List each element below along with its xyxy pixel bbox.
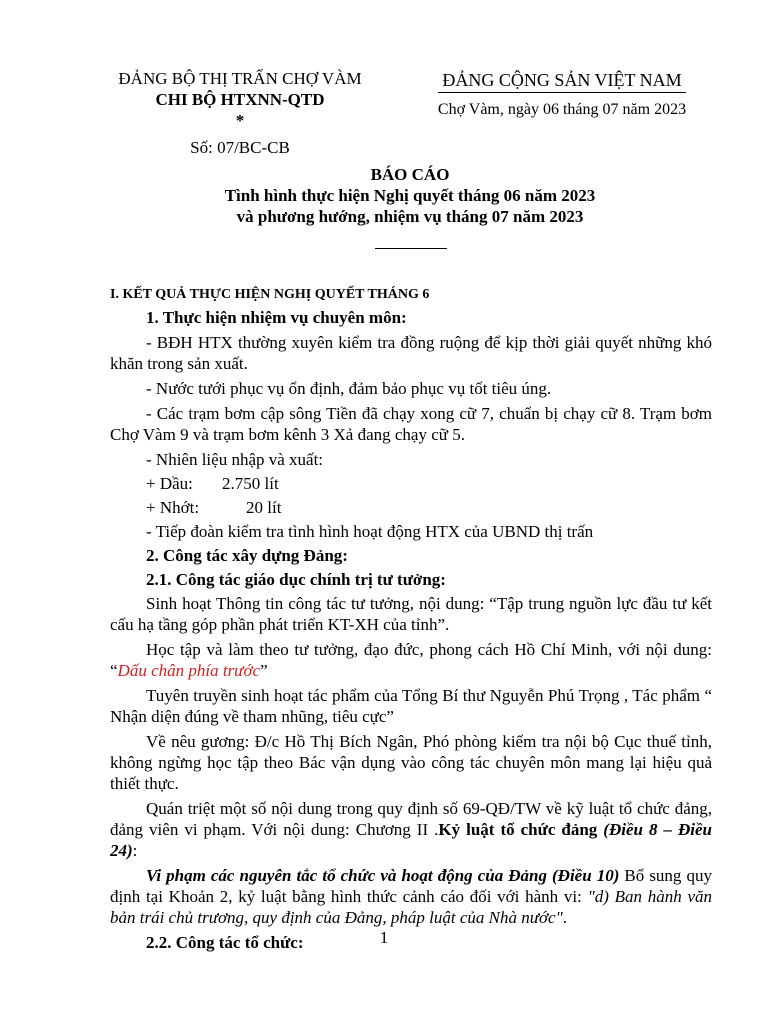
p10-bold: Kỷ luật tổ chức đảng	[438, 820, 604, 839]
paragraph-9: Về nêu gương: Đ/c Hồ Thị Bích Ngân, Phó phòng kiểm tra nội bộ Cục thuế tỉnh, không ngừng học tập theo Bác vận dụng vào công tác chuyên môn mang lại hiệu quả thiết thực.	[110, 732, 712, 793]
paragraph-4: - Nhiên liệu nhập và xuất:	[146, 450, 324, 469]
paragraph-2: - Nước tưới phục vụ ổn định, đảm bảo phục vụ tốt tiêu úng.	[146, 379, 552, 398]
org-line-2: CHI BỘ HTXNN-QTD	[155, 90, 325, 109]
title-main: BÁO CÁO	[370, 165, 450, 184]
p10-bold-italic: (Điều 8 – Điều 24)	[110, 820, 712, 860]
place-date: Chợ Vàm, ngày 06 tháng 07 năm 2023	[437, 101, 687, 118]
title-sub-2: và phương hướng, nhiệm vụ tháng 07 năm 2023	[236, 207, 584, 226]
paragraph-1: - BĐH HTX thường xuyên kiểm tra đồng ruộng để kịp thời giải quyết những khó khăn trong sản xuất.	[110, 333, 712, 373]
p11-text: Bổ sung quy định tại Khoản 2, kỷ luật bằng hình thức cảnh cáo đối với hành vi:	[110, 866, 712, 906]
paragraph-10	[110, 798, 712, 861]
document-title	[100, 164, 720, 227]
paragraph-3: - Các trạm bơm cập sông Tiền đã chạy xong cữ 7, chuẩn bị chạy cữ 8. Trạm bơm Chợ Vàm 9 và trạm bơm kênh 3 Xả đang chạy cữ 5.	[110, 404, 712, 444]
paragraph-11	[110, 865, 712, 928]
fuel-2-value: 20 lít	[246, 498, 282, 517]
party-header	[412, 68, 712, 121]
fuel-1-label: + Dầu:	[146, 474, 193, 493]
star-mark: *	[235, 111, 245, 130]
paragraph-6: Sinh hoạt Thông tin công tác tư tưởng, nội dung: “Tập trung nguồn lực đầu tư kết cấu hạ tầng góp phần phát triển KT-XH của tỉnh”.	[110, 594, 712, 634]
party-name: ĐẢNG CỘNG SẢN VIỆT NAM	[438, 68, 685, 93]
p11-italic: "d) Ban hành văn bản trái chủ trương, quy định của Đảng, pháp luật của Nhà nước"	[110, 887, 712, 927]
document-body	[110, 284, 712, 957]
issuing-organization	[100, 68, 380, 158]
heading-2-1: 2.1. Công tác giáo dục chính trị tư tưởng:	[146, 570, 446, 589]
title-divider	[375, 248, 447, 249]
heading-2: 2. Công tác xây dựng Đảng:	[146, 546, 348, 565]
org-line-1: ĐẢNG BỘ THỊ TRẤN CHỢ VÀM	[118, 69, 362, 88]
page-number: 1	[379, 928, 389, 947]
heading-2-2: 2.2. Công tác tổ chức:	[146, 933, 304, 952]
heading-1: 1. Thực hiện nhiệm vụ chuyên môn:	[146, 308, 407, 327]
p7-highlight: Dấu chân phía trước	[117, 661, 261, 680]
paragraph-7	[110, 639, 712, 681]
paragraph-8: Tuyên truyền sinh hoạt tác phẩm của Tổng Bí thư Nguyễn Phú Trọng , Tác phẩm “ Nhận diện đúng về tham nhũng, tiêu cực”	[110, 686, 712, 726]
p11-bold-italic: Vi phạm các nguyên tắc tổ chức và hoạt động của Đảng (Điều 10)	[146, 866, 620, 885]
paragraph-5: - Tiếp đoàn kiểm tra tình hình hoạt động HTX của UBND thị trấn	[146, 522, 594, 541]
p7-text: Học tập và làm theo tư tưởng, đạo đức, phong cách Hồ Chí Minh, với nội dung: “	[110, 640, 712, 680]
fuel-1-value: 2.750 lít	[222, 474, 279, 493]
p10-end: :	[132, 841, 138, 860]
document-number: Số: 07/BC-CB	[190, 138, 290, 157]
fuel-item-1	[110, 473, 712, 494]
p11-end: .	[562, 908, 567, 927]
p7-close: ”	[260, 661, 268, 680]
section-heading-1: I. KẾT QUẢ THỰC HIỆN NGHỊ QUYẾT THÁNG 6	[110, 287, 430, 302]
p10-text: Quán triệt một số nội dung trong quy định số 69-QĐ/TW về kỹ luật tổ chức đảng, đảng viên vi phạm. Với nội dung: Chương II .	[110, 799, 712, 839]
title-sub-1: Tình hình thực hiện Nghị quyết tháng 06 năm 2023	[224, 186, 596, 205]
fuel-2-label: + Nhớt:	[146, 498, 200, 517]
fuel-item-2	[110, 497, 712, 518]
